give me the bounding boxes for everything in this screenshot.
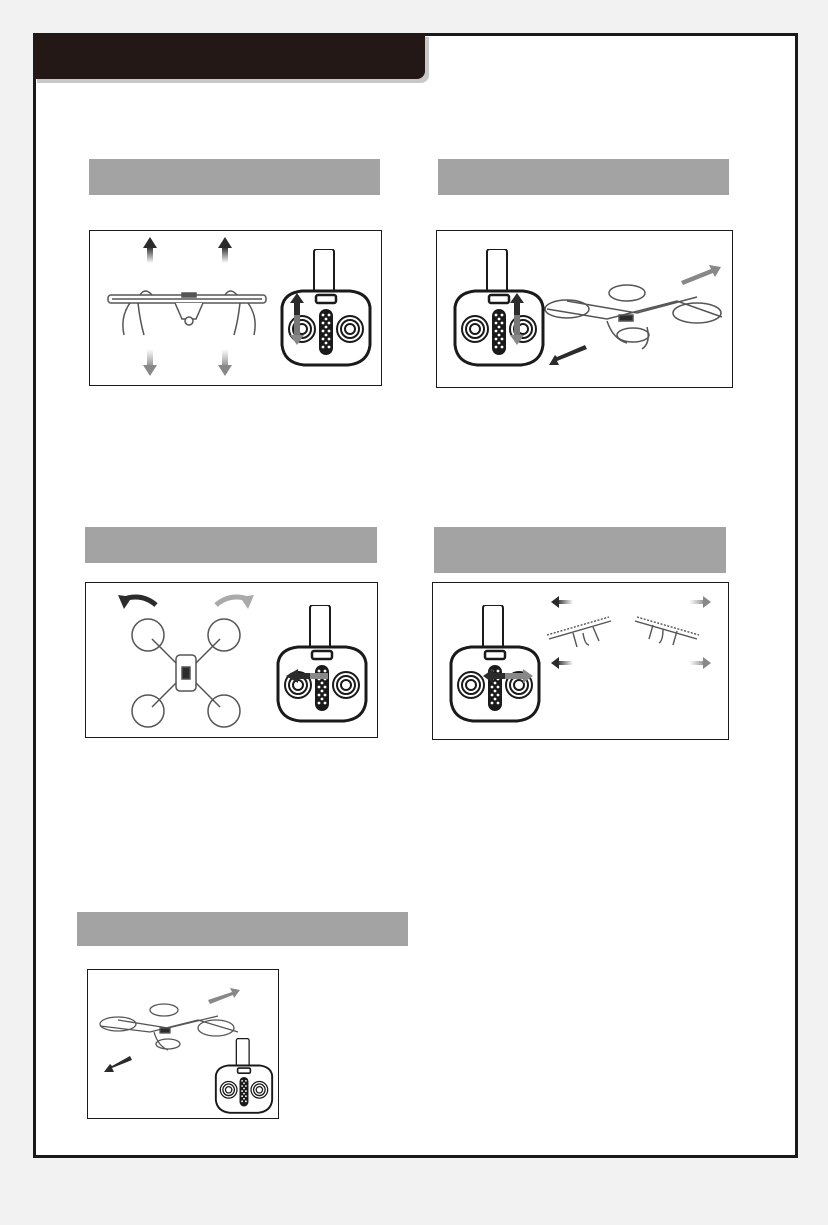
arrow-backward-icon bbox=[104, 1056, 132, 1072]
drone-perspective-icon bbox=[100, 1004, 238, 1050]
arrow-up-icon bbox=[143, 237, 232, 263]
section-bar-turn bbox=[85, 527, 377, 563]
drone-side-view-icon bbox=[108, 291, 266, 335]
drone-tilt-right-icon bbox=[635, 617, 699, 645]
section-bar-up-down bbox=[89, 159, 380, 195]
arrow-down-icon bbox=[143, 349, 232, 376]
drone-top-view-icon bbox=[132, 619, 240, 727]
section-bar-sideways bbox=[434, 527, 726, 573]
panel-sideways-left-right bbox=[432, 582, 729, 740]
drone-tilt-left-icon bbox=[547, 617, 611, 647]
panel-turn-left-right bbox=[85, 582, 378, 738]
curved-arrow-right-icon bbox=[216, 595, 254, 609]
remote-controller-icon bbox=[216, 1039, 272, 1113]
drone-perspective-icon bbox=[545, 285, 722, 349]
arrow-backward-icon bbox=[549, 345, 587, 365]
remote-controller-icon bbox=[451, 605, 539, 721]
arrow-forward-icon bbox=[681, 265, 721, 285]
curved-arrow-left-icon bbox=[118, 595, 156, 609]
panel-trim bbox=[87, 969, 279, 1119]
section-bar-trim bbox=[77, 912, 408, 946]
header-tab bbox=[33, 33, 425, 79]
arrow-forward-icon bbox=[208, 988, 240, 1004]
section-bar-forward-backward bbox=[438, 159, 729, 195]
remote-controller-icon bbox=[278, 605, 366, 721]
remote-controller-icon bbox=[455, 249, 543, 365]
panel-up-down bbox=[89, 230, 382, 386]
panel-forward-backward bbox=[436, 230, 733, 388]
